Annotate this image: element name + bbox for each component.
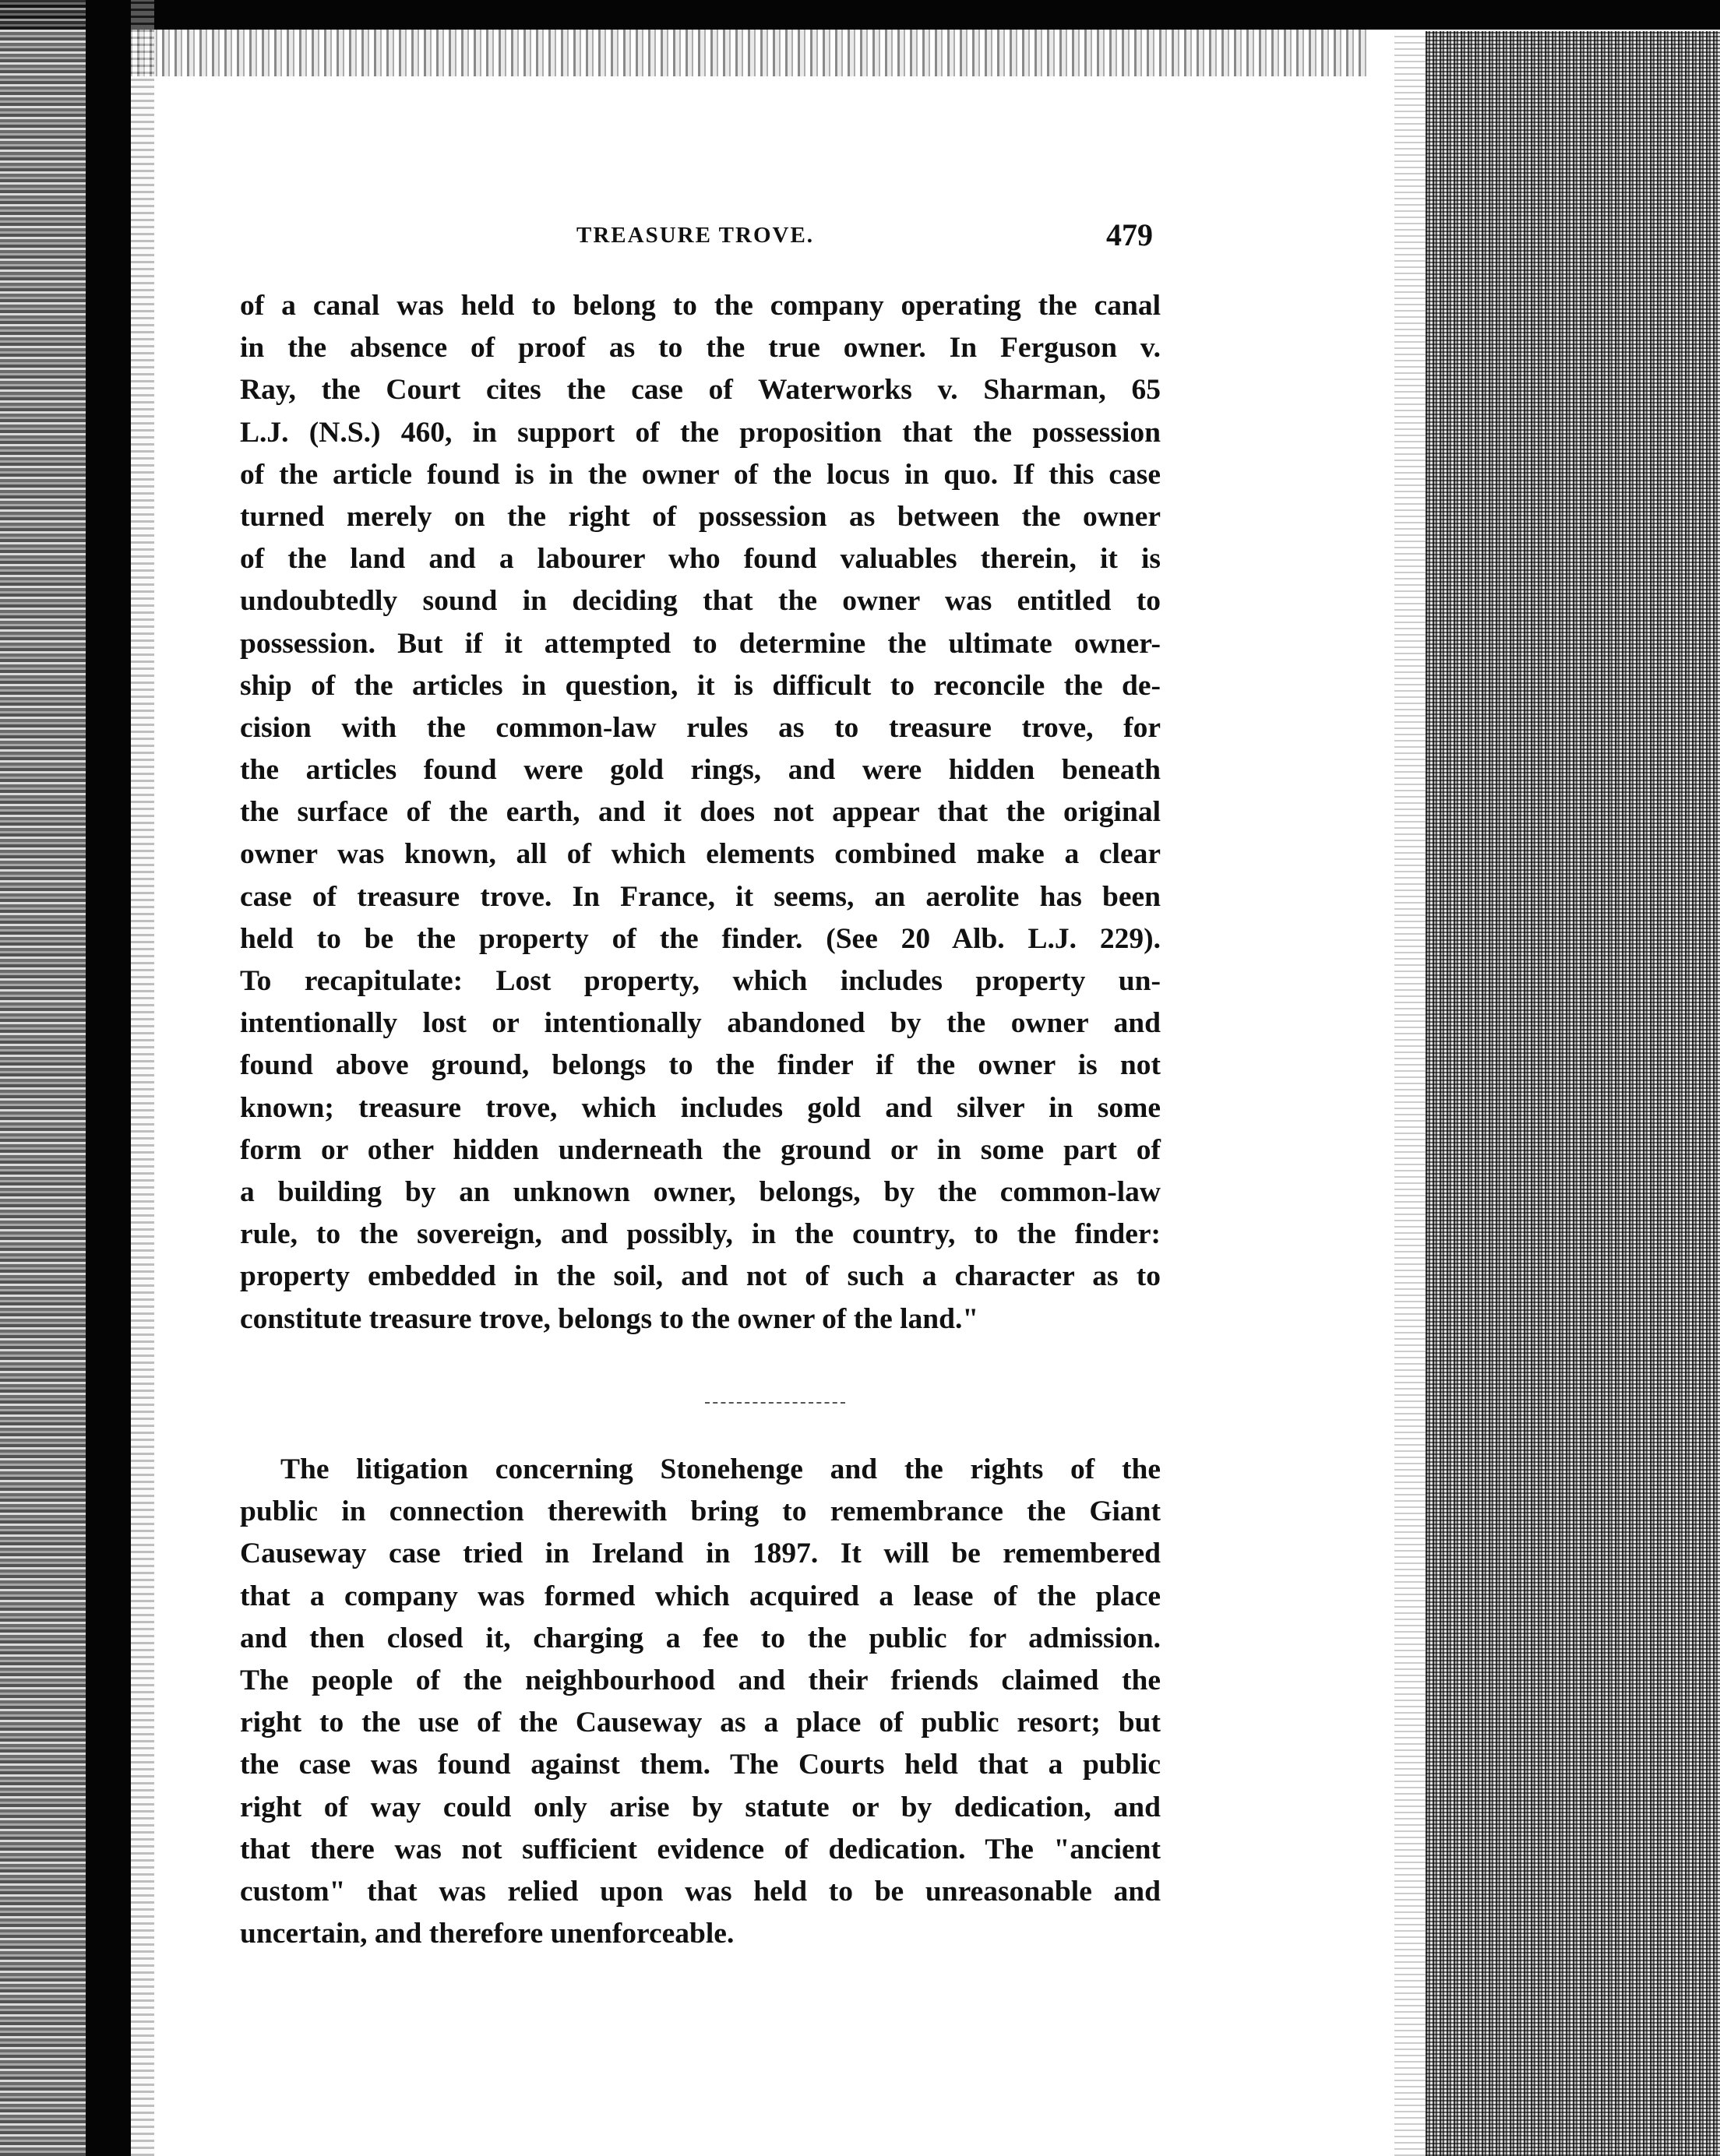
- text-line: public in connection therewith bring to remembrance the Giant: [240, 1495, 1161, 1528]
- scan-binding-shadow: [86, 0, 131, 2156]
- scan-noise-left: [131, 0, 154, 2156]
- scan-noise-right-edge: [1394, 31, 1426, 2156]
- text-line: turned merely on the right of possession as between the owner: [240, 500, 1161, 533]
- text-line: The people of the neighbourhood and their friends claimed the: [240, 1664, 1161, 1696]
- text-line: L.J. (N.S.) 460, in support of the proposition that the possession: [240, 416, 1161, 449]
- text-line: that a company was formed which acquired a lease of the place: [240, 1580, 1161, 1612]
- text-line: The litigation concerning Stonehenge and the rights of the: [280, 1453, 1161, 1485]
- text-line: of the land and a labourer who found valuables therein, it is: [240, 543, 1161, 576]
- scan-noise-top: [125, 30, 1371, 76]
- text-line: possession. But if it attempted to determine the ultimate owner-: [240, 627, 1161, 660]
- text-line: constitute treasure trove, belongs to the owner of the land.": [240, 1302, 979, 1335]
- text-line: known; treasure trove, which includes gold and silver in some: [240, 1091, 1161, 1124]
- text-line: case of treasure trove. In France, it seems, an aerolite has been: [240, 880, 1161, 913]
- scan-border-top: [0, 0, 1720, 30]
- text-line: cision with the common-law rules as to treasure trove, for: [240, 711, 1161, 744]
- text-line: found above ground, belongs to the finder if the owner is not: [240, 1049, 1161, 1082]
- text-line: of the article found is in the owner of the locus in quo. If this case: [240, 458, 1161, 491]
- text-line: the articles found were gold rings, and were hidden beneath: [240, 754, 1161, 787]
- text-line: Ray, the Court cites the case of Waterworks v. Sharman, 65: [240, 374, 1161, 407]
- scan-border-right: [1426, 31, 1720, 2156]
- text-line: right to the use of the Causeway as a place of public resort; but: [240, 1707, 1161, 1739]
- text-line: in the absence of proof as to the true owner. In Ferguson v.: [240, 332, 1161, 365]
- text-line: To recapitulate: Lost property, which includes property un-: [240, 965, 1161, 997]
- text-line: and then closed it, charging a fee to the public for admission.: [240, 1622, 1161, 1654]
- text-line: of a canal was held to belong to the company operating the canal: [240, 290, 1161, 322]
- running-head: TREASURE TROVE.: [576, 223, 815, 248]
- text-line: custom" that was relied upon was held to be unreasonable and: [240, 1875, 1161, 1908]
- section-separator: [705, 1402, 845, 1404]
- text-line: the surface of the earth, and it does not appear that the original: [240, 796, 1161, 829]
- text-line: a building by an unknown owner, belongs, by the common-law: [240, 1175, 1161, 1208]
- text-line: rule, to the sovereign, and possibly, in the country, to the finder:: [240, 1218, 1161, 1251]
- text-line: uncertain, and therefore unenforceable.: [240, 1918, 735, 1950]
- text-line: Causeway case tried in Ireland in 1897. It will be remembered: [240, 1538, 1161, 1570]
- text-line: property embedded in the soil, and not of such a character as to: [240, 1260, 1161, 1293]
- text-line: form or other hidden underneath the ground or in some part of: [240, 1133, 1161, 1166]
- paragraph-2: [240, 1449, 1161, 1955]
- page-number: 479: [1106, 217, 1153, 252]
- paragraph-1: [240, 285, 1161, 1340]
- text-line: the case was found against them. The Courts held that a public: [240, 1749, 1161, 1781]
- text-line: owner was known, all of which elements combined make a clear: [240, 838, 1161, 871]
- text-line: held to be the property of the finder. (See 20 Alb. L.J. 229).: [240, 922, 1161, 955]
- text-line: ship of the articles in question, it is difficult to reconcile the de-: [240, 669, 1161, 702]
- text-line: right of way could only arise by statute or by dedication, and: [240, 1791, 1161, 1823]
- scan-border-left: [0, 0, 86, 2156]
- text-line: that there was not sufficient evidence of dedication. The "ancient: [240, 1833, 1161, 1865]
- text-line: intentionally lost or intentionally abandoned by the owner and: [240, 1007, 1161, 1040]
- text-line: undoubtedly sound in deciding that the owner was entitled to: [240, 585, 1161, 618]
